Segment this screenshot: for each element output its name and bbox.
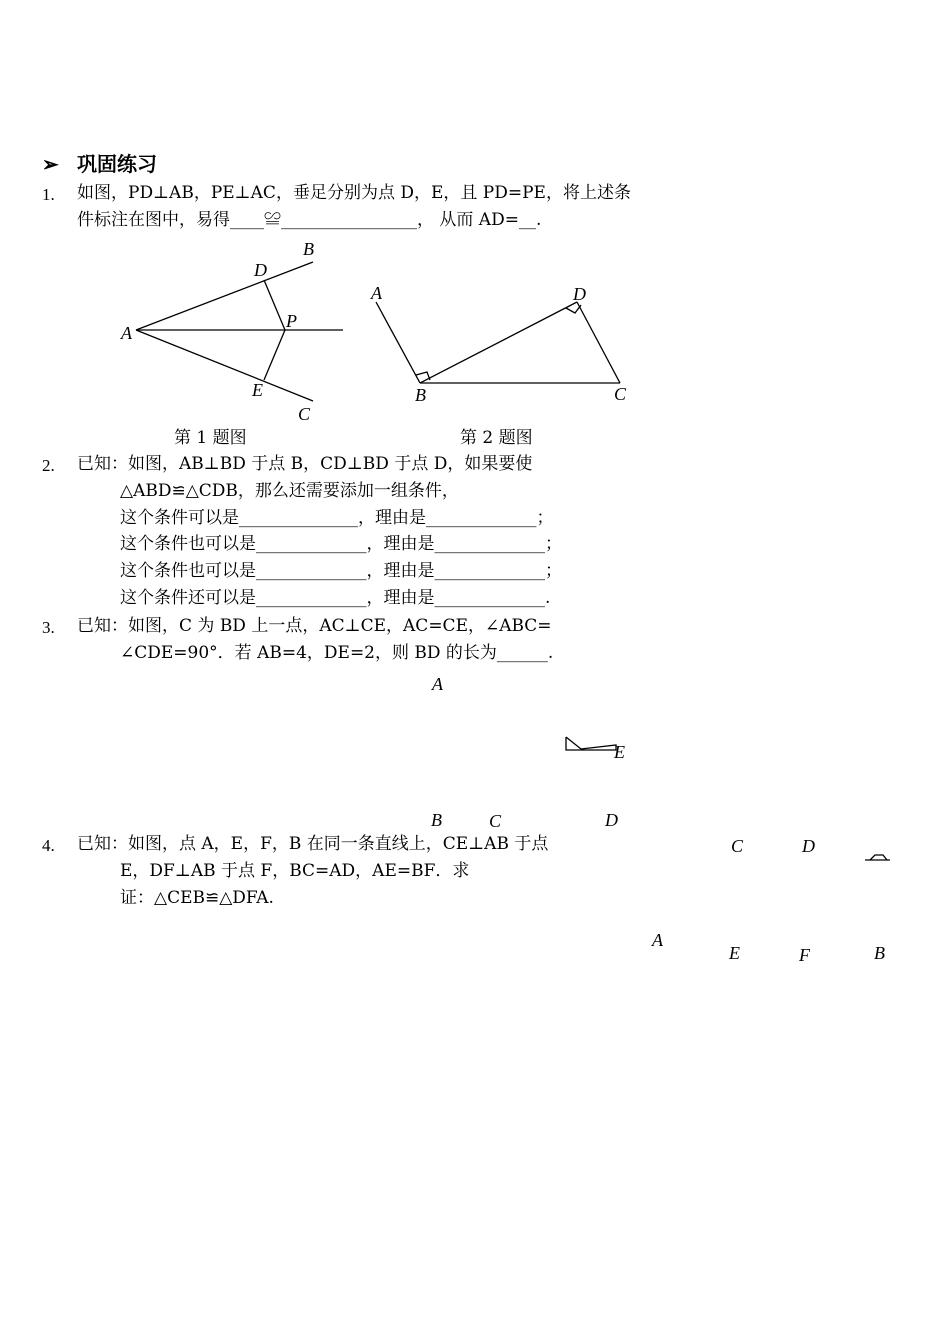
q3-line1: 已知：如图，C 为 BD 上一点，AC⊥CE，AC=CE，∠ABC=: [77, 616, 552, 636]
fig4-label-E: E: [729, 943, 740, 963]
q4-line3: 证：△CEB≌△DFA.: [120, 888, 274, 908]
figure-3-lines: [566, 737, 616, 750]
fig1-label-E: E: [252, 380, 263, 400]
fig3-label-B: B: [431, 810, 442, 830]
q2-line6: 这个条件还可以是_____________，理由是_____________.: [120, 588, 551, 608]
figure-1-lines: [136, 262, 343, 401]
fig1-label-C: C: [298, 404, 311, 424]
section-bullet: ➢: [42, 152, 59, 176]
fig2-label-A: A: [371, 283, 382, 303]
q4-line2: E，DF⊥AB 于点 F，BC=AD，AE=BF．求: [120, 861, 470, 881]
fig3-label-D: D: [605, 810, 618, 830]
q1-number: 1.: [42, 185, 55, 204]
fig2-label-C: C: [614, 384, 627, 404]
fig2-caption: 第 2 题图: [460, 428, 533, 448]
q2-line3: 这个条件可以是______________，理由是_____________；: [120, 508, 554, 528]
fig1-caption: 第 1 题图: [174, 428, 247, 448]
q1-line1: 如图，PD⊥AB，PE⊥AC，垂足分别为点 D，E，且 PD=PE，将上述条: [77, 183, 631, 203]
fig3-label-E: E: [614, 742, 625, 762]
q2-line4: 这个条件也可以是_____________，理由是_____________；: [120, 534, 562, 554]
fig3-label-C: C: [489, 811, 502, 831]
fig1-label-P: P: [286, 311, 297, 331]
fig1-label-D: D: [254, 260, 267, 280]
q2-number: 2.: [42, 456, 55, 475]
fig4-label-A: A: [652, 930, 663, 950]
section-title: 巩固练习: [77, 152, 157, 176]
q1-line2: 件标注在图中，易得____≌________________， 从而 AD=__.: [77, 210, 542, 230]
fig4-label-D: D: [802, 836, 815, 856]
fig3-label-A: A: [432, 674, 443, 694]
q4-number: 4.: [42, 836, 55, 855]
fig1-label-B: B: [303, 239, 314, 259]
q3-number: 3.: [42, 618, 55, 637]
fig4-label-F: F: [799, 945, 810, 965]
fig1-label-A: A: [121, 323, 132, 343]
fig4-label-B: B: [874, 943, 885, 963]
q2-line1: 已知：如图，AB⊥BD 于点 B，CD⊥BD 于点 D，如果要使: [77, 454, 533, 474]
q4-line1: 已知：如图，点 A，E，F，B 在同一条直线上，CE⊥AB 于点: [77, 834, 549, 854]
q2-line2: △ABD≌△CDB，那么还需要添加一组条件，: [120, 481, 459, 501]
fig2-label-B: B: [415, 385, 426, 405]
q2-line5: 这个条件也可以是_____________，理由是_____________；: [120, 561, 562, 581]
q3-line2: ∠CDE=90°．若 AB=4，DE=2，则 BD 的长为______.: [120, 643, 554, 663]
figure-2-lines: [376, 302, 620, 383]
figure-4-lines: [865, 855, 890, 860]
fig4-label-C: C: [731, 836, 744, 856]
fig2-label-D: D: [573, 284, 586, 304]
